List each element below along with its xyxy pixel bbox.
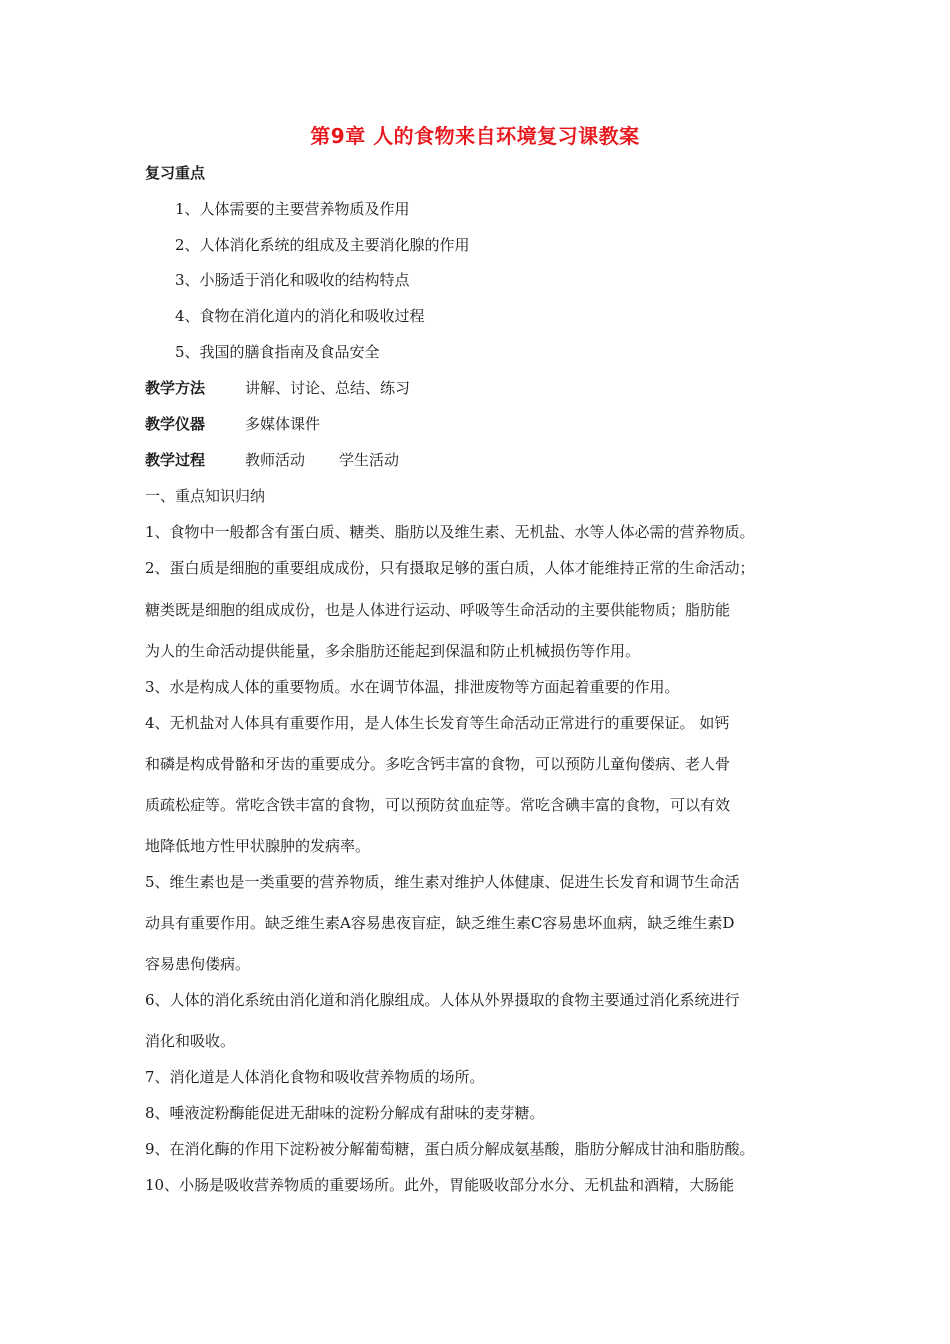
body-line: 地降低地方性甲状腺肿的发病率。 [145,837,371,855]
body-line: 5、维生素也是一类重要的营养物质，维生素对维护人体健康、促进生长发育和调节生命活 [145,873,740,891]
body-line: 7、消化道是人体消化食物和吸收营养物质的场所。 [145,1068,485,1086]
review-point: 3、小肠适于消化和吸收的结构特点 [175,271,410,289]
body-line: 消化和吸收。 [145,1032,236,1050]
body-line: 6、人体的消化系统由消化道和消化腺组成。人体从外界摄取的食物主要通过消化系统进行 [145,991,740,1009]
teaching-method-value: 讲解、讨论、总结、练习 [245,379,411,397]
body-line: 为人的生命活动提供能量，多余脂肪还能起到保温和防止机械损伤等作用。 [145,642,641,660]
body-line: 和磷是构成骨骼和牙齿的重要成分。多吃含钙丰富的食物，可以预防儿童佝偻病、老人骨 [145,755,731,773]
teaching-method-label: 教学方法 [145,379,206,397]
body-line: 8、唾液淀粉酶能促进无甜味的淀粉分解成有甜味的麦芽糖。 [145,1104,545,1122]
teaching-method-row [145,378,410,398]
teaching-process-label: 教学过程 [145,451,206,469]
body-line: 质疏松症等。常吃含铁丰富的食物，可以预防贫血症等。常吃含碘丰富的食物，可以有效 [145,796,731,814]
body-line: 1、食物中一般都含有蛋白质、糖类、脂肪以及维生素、无机盐、水等人体必需的营养物质。 [145,523,755,541]
body-line: 2、蛋白质是细胞的重要组成成份，只有摄取足够的蛋白质，人体才能维持正常的生命活动； [145,559,755,577]
section-heading: 一、重点知识归纳 [145,487,266,505]
teaching-instrument-row [145,414,320,434]
review-point: 2、人体消化系统的组成及主要消化腺的作用 [175,236,470,254]
teaching-instrument-label: 教学仪器 [145,415,206,433]
body-line: 糖类既是细胞的组成成份，也是人体进行运动、呼吸等生命活动的主要供能物质；脂肪能 [145,601,731,619]
teaching-instrument-value: 多媒体课件 [245,415,321,433]
student-activity: 学生活动 [339,451,400,469]
body-line: 9、在消化酶的作用下淀粉被分解葡萄糖，蛋白质分解成氨基酸，脂肪分解成甘油和脂肪酸。 [145,1140,755,1158]
body-line: 容易患佝偻病。 [145,955,251,973]
body-line: 3、水是构成人体的重要物质。水在调节体温，排泄废物等方面起着重要的作用。 [145,678,680,696]
review-point: 1、人体需要的主要营养物质及作用 [175,200,410,218]
teacher-activity: 教师活动 [245,451,306,469]
body-line: 10、小肠是吸收营养物质的重要场所。此外，胃能吸收部分水分、无机盐和酒精，大肠能 [145,1176,735,1194]
body-line: 动具有重要作用。缺乏维生素A容易患夜盲症，缺乏维生素C容易患坏血病，缺乏维生素D [145,914,735,932]
review-point: 4、食物在消化道内的消化和吸收过程 [175,307,425,325]
review-heading: 复习重点 [145,164,206,182]
page-title: 第9章 人的食物来自环境复习课教案 [310,124,640,148]
review-point: 5、我国的膳食指南及食品安全 [175,343,380,361]
body-line: 4、无机盐对人体具有重要作用，是人体生长发育等生命活动正常进行的重要保证。 如钙 [145,714,730,732]
teaching-process-row [145,450,399,470]
